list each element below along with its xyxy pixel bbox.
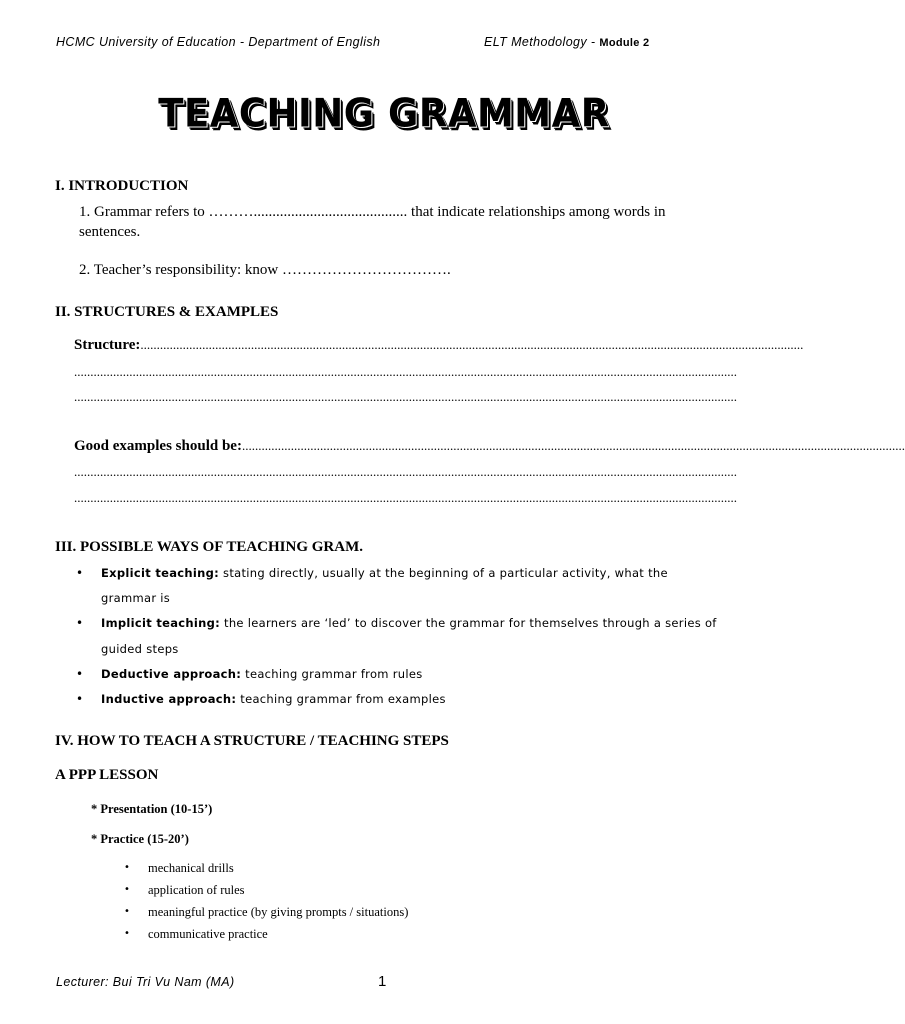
structure-line-3: ............................................................................................................................................................................................................ xyxy=(74,389,737,404)
definition: the learners are ‘led’ to discover the grammar for themselves through a series of xyxy=(220,616,717,630)
bullet-icon: • xyxy=(76,566,84,580)
list-item-implicit-cont: guided steps xyxy=(101,642,179,656)
term: Deductive approach: xyxy=(101,667,242,681)
dotted-line: ............................................................................................................................................................................................................ xyxy=(140,337,804,352)
practice-label: * Practice (15-20’) xyxy=(91,832,189,846)
list-item-deductive xyxy=(101,667,423,681)
definition: stating directly, usually at the beginning of a particular activity, what the xyxy=(219,566,668,580)
dotted-line: ............................................................................................................................................................................................................ xyxy=(241,438,905,453)
structure-label: Structure: xyxy=(74,337,141,353)
list-item-explicit-cont: grammar is xyxy=(101,591,171,605)
intro-item1-line2: sentences. xyxy=(79,224,141,240)
ppp-heading: A PPP LESSON xyxy=(55,767,159,783)
bullet-icon: • xyxy=(124,928,130,939)
bullet-icon: • xyxy=(76,616,84,630)
structure-line-1 xyxy=(74,337,804,354)
structure-line-2: ............................................................................................................................................................................................................ xyxy=(74,364,737,379)
examples-line-2: ............................................................................................................................................................................................................ xyxy=(74,464,737,479)
steps-heading: IV. HOW TO TEACH A STRUCTURE / TEACHING STEPS xyxy=(55,733,449,749)
term: Implicit teaching: xyxy=(101,616,221,630)
ways-heading: III. POSSIBLE WAYS OF TEACHING GRAM. xyxy=(55,539,363,555)
list-item-inductive xyxy=(101,692,446,706)
examples-line-3: ............................................................................................................................................................................................................ xyxy=(74,490,737,505)
bullet-icon: • xyxy=(124,862,130,873)
bullet-icon: • xyxy=(76,667,84,681)
header-left: HCMC University of Education - Department of English xyxy=(56,35,381,49)
examples-line-1 xyxy=(74,438,905,455)
practice-item xyxy=(91,832,189,847)
page-number: 1 xyxy=(378,973,387,990)
structures-heading: II. STRUCTURES & EXAMPLES xyxy=(55,304,279,320)
practice-subitem: mechanical drills xyxy=(148,861,234,875)
presentation-item: * Presentation (10-15’) xyxy=(91,802,213,816)
intro-item1-line1: 1. Grammar refers to ………......................................... that indicate relationships among words in xyxy=(79,204,666,220)
term: Explicit teaching: xyxy=(101,566,220,580)
examples-label: Good examples should be: xyxy=(74,438,242,454)
definition: teaching grammar from examples xyxy=(236,692,446,706)
footer-lecturer: Lecturer: Bui Tri Vu Nam (MA) xyxy=(56,975,235,989)
bullet-icon: • xyxy=(124,906,130,917)
page-title: TEACHING GRAMMAR xyxy=(158,90,610,137)
practice-subitem: application of rules xyxy=(148,883,245,897)
header-module: Module 2 xyxy=(599,37,650,49)
bullet-icon: • xyxy=(124,884,130,895)
practice-subitem: communicative practice xyxy=(148,927,268,941)
intro-heading: I. INTRODUCTION xyxy=(55,178,189,194)
definition: teaching grammar from rules xyxy=(241,667,423,681)
term: Inductive approach: xyxy=(101,692,237,706)
header-right xyxy=(484,35,649,49)
list-item-explicit xyxy=(101,566,668,580)
header-course: ELT Methodology - xyxy=(484,35,600,49)
bullet-icon: • xyxy=(76,692,84,706)
list-item-implicit xyxy=(101,616,717,630)
intro-item2: 2. Teacher’s responsibility: know ……………………………. xyxy=(79,262,451,278)
practice-subitem: meaningful practice (by giving prompts / situations) xyxy=(148,905,409,919)
